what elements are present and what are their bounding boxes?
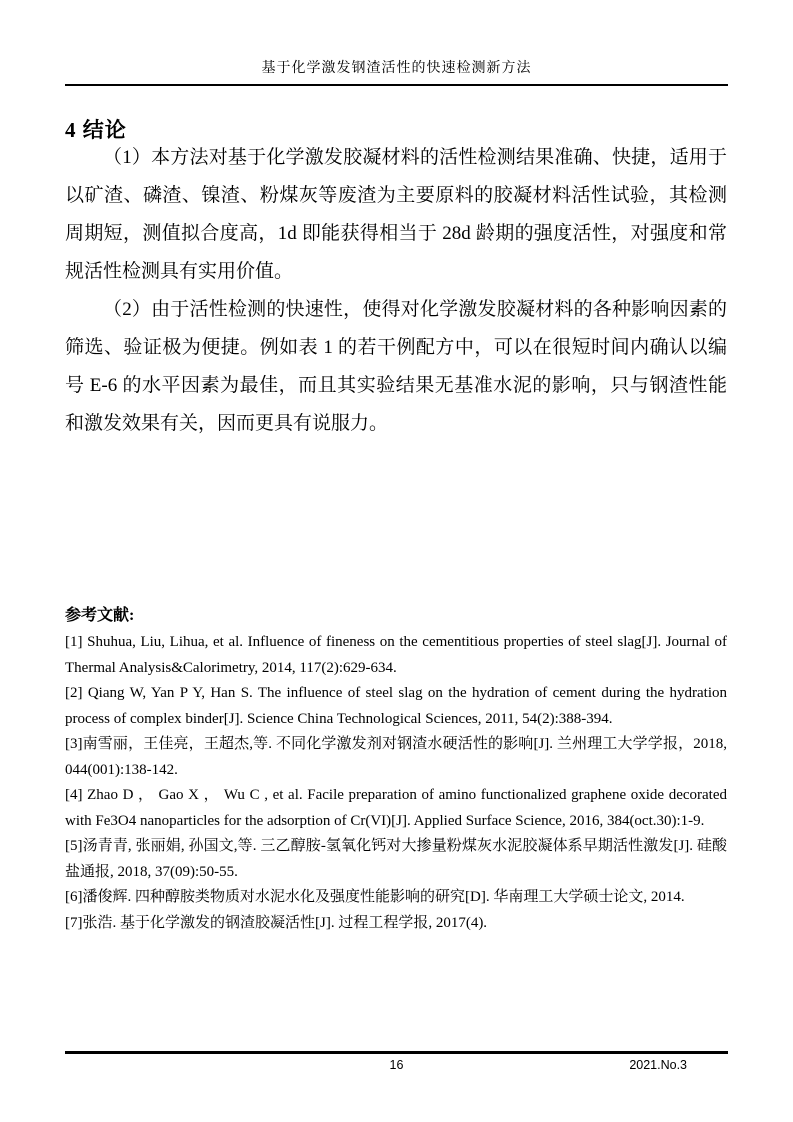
issue-label: 2021.No.3 <box>629 1058 687 1072</box>
page-number: 16 <box>389 1058 404 1072</box>
conclusion-paragraph-1: （1）本方法对基于化学激发胶凝材料的活性检测结果准确、快捷，适用于以矿渣、磷渣、镍渣、粉煤灰等废渣为主要原料的胶凝材料活性试验，其检测周期短，测值拟合度高，1d 即能获得相当于 28d 龄期的强度活性，对强度和常规活性检测具有实用价值。 <box>65 147 727 282</box>
conclusion-body <box>65 139 727 443</box>
page-footer <box>65 1051 728 1078</box>
reference-item-1: [1] Shuhua, Liu, Lihua, et al. Influence of fineness on the cementitious properties of steel slag[J]. Journal of Thermal Analysis&Calorimetry, 2014, 117(2):629-634. <box>65 634 727 676</box>
conclusion-paragraph-2: （2）由于活性检测的快速性，使得对化学激发胶凝材料的各种影响因素的筛选、验证极为便捷。例如表 1 的若干例配方中，可以在很短时间内确认以编号 E-6 的水平因素为最佳，而且其实验结果无基准水泥的影响，只与钢渣性能和激发效果有关，因而更具有说服力。 <box>65 299 727 434</box>
reference-item-7: [7]张浩. 基于化学激发的钢渣胶凝活性[J]. 过程工程学报, 2017(4). <box>65 914 488 931</box>
reference-item-4: [4] Zhao D ， Gao X ， Wu C , et al. Facile preparation of amino functionalized graphene oxide decorated with Fe3O4 nanoparticles for the adsorption of Cr(VI)[J]. Applied Surface Science, 2016, 384(oct.30):1-9. <box>65 787 727 829</box>
reference-list <box>65 630 727 936</box>
references-heading: 参考文献: <box>65 607 135 624</box>
reference-item-6: [6]潘俊辉. 四种醇胺类物质对水泥水化及强度性能影响的研究[D]. 华南理工大学硕士论文, 2014. <box>65 889 685 905</box>
reference-item-5: [5]汤青青, 张丽娟, 孙国文,等. 三乙醇胺-氢氧化钙对大掺量粉煤灰水泥胶凝体系早期活性激发[J]. 硅酸盐通报, 2018, 37(09):50-55. <box>65 838 727 880</box>
running-header <box>65 57 728 86</box>
section-heading: 4 结论 <box>65 118 127 143</box>
reference-item-2: [2] Qiang W, Yan P Y, Han S. The influence of steel slag on the hydration of cement during the hydration process of complex binder[J]. Science China Technological Sciences, 2011, 54(2):388-394. <box>65 685 727 727</box>
reference-item-3: [3]南雪丽，王佳亮，王超杰,等. 不同化学激发剂对钢渣水硬活性的影响[J]. 兰州理工大学学报，2018, 044(001):138-142. <box>65 736 727 778</box>
running-header-title: 基于化学激发钢渣活性的快速检测新方法 <box>261 61 532 76</box>
